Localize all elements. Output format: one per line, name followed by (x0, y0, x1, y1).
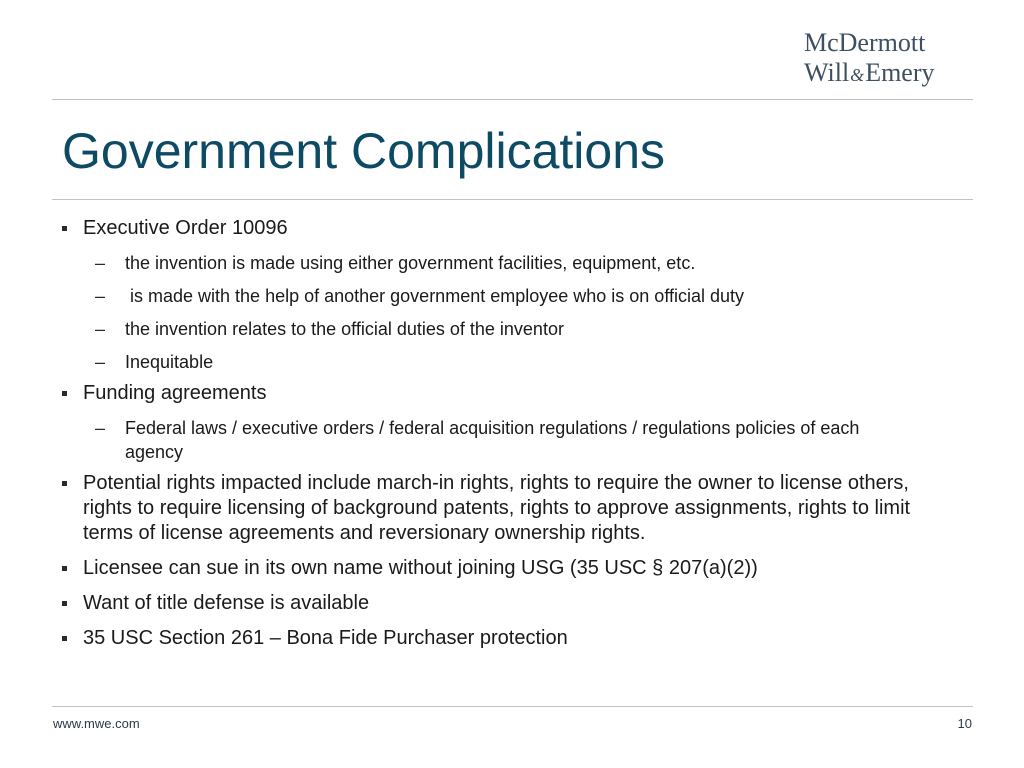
dash-bullet-icon: – (95, 253, 106, 273)
logo-word-emery: Emery (865, 58, 935, 87)
bullet-text: Potential rights impacted include march-in rights, rights to require the owner to license others, rights to require licensing of background patents, rights to approve assignments, rights to limit terms of license agreements and reversionary ownership rights. (83, 472, 911, 544)
square-bullet-icon (62, 481, 67, 486)
logo-word-will: Will (804, 58, 850, 87)
square-bullet-icon (62, 391, 67, 396)
sub-bullet-text: the invention is made using either government facilities, equipment, etc. (125, 253, 696, 273)
bullet-text: Want of title defense is available (83, 592, 370, 614)
bullet-text: Funding agreements (83, 382, 267, 404)
logo-line-1: McDermott (804, 28, 926, 57)
square-bullet-icon (62, 601, 67, 606)
bullet-text: Licensee can sue in its own name without joining USG (35 USC § 207(a)(2)) (83, 557, 758, 579)
sub-bullet-text: Federal laws / executive orders / federal acquisition regulations / regulations policies of each agency (125, 418, 860, 462)
footer-divider (52, 706, 973, 707)
square-bullet-icon (62, 226, 67, 231)
sub-bullet-item (62, 284, 962, 308)
dash-bullet-icon: – (95, 352, 106, 372)
sub-bullet-item (62, 416, 895, 464)
sub-bullet-item (62, 317, 962, 341)
sub-bullet-item (62, 350, 962, 374)
bullet-item (62, 216, 962, 241)
company-logo (804, 28, 974, 90)
sub-bullet-item (62, 251, 962, 275)
sub-bullet-text: Inequitable (125, 352, 214, 372)
square-bullet-icon (62, 566, 67, 571)
bullet-item (62, 591, 962, 616)
dash-bullet-icon: – (95, 319, 106, 339)
slide-title: Government Complications (62, 123, 666, 179)
logo-ampersand: & (850, 65, 865, 85)
bullet-item (62, 626, 962, 651)
page-number: 10 (957, 716, 972, 731)
bullet-item (62, 381, 962, 406)
title-divider (52, 199, 973, 200)
sub-bullet-text: is made with the help of another government employee who is on official duty (125, 286, 745, 306)
dash-bullet-icon: – (95, 286, 106, 306)
bullet-item (62, 556, 962, 581)
footer-website-url: www.mwe.com (53, 716, 140, 731)
square-bullet-icon (62, 636, 67, 641)
header-divider (52, 99, 973, 100)
sub-bullet-text: the invention relates to the official duties of the inventor (125, 319, 564, 339)
bullet-text: 35 USC Section 261 – Bona Fide Purchaser protection (83, 627, 568, 649)
bullet-list (62, 216, 962, 661)
bullet-text: Executive Order 10096 (83, 217, 288, 239)
bullet-item (62, 471, 963, 546)
dash-bullet-icon: – (95, 418, 106, 438)
logo-line-2 (804, 58, 974, 90)
